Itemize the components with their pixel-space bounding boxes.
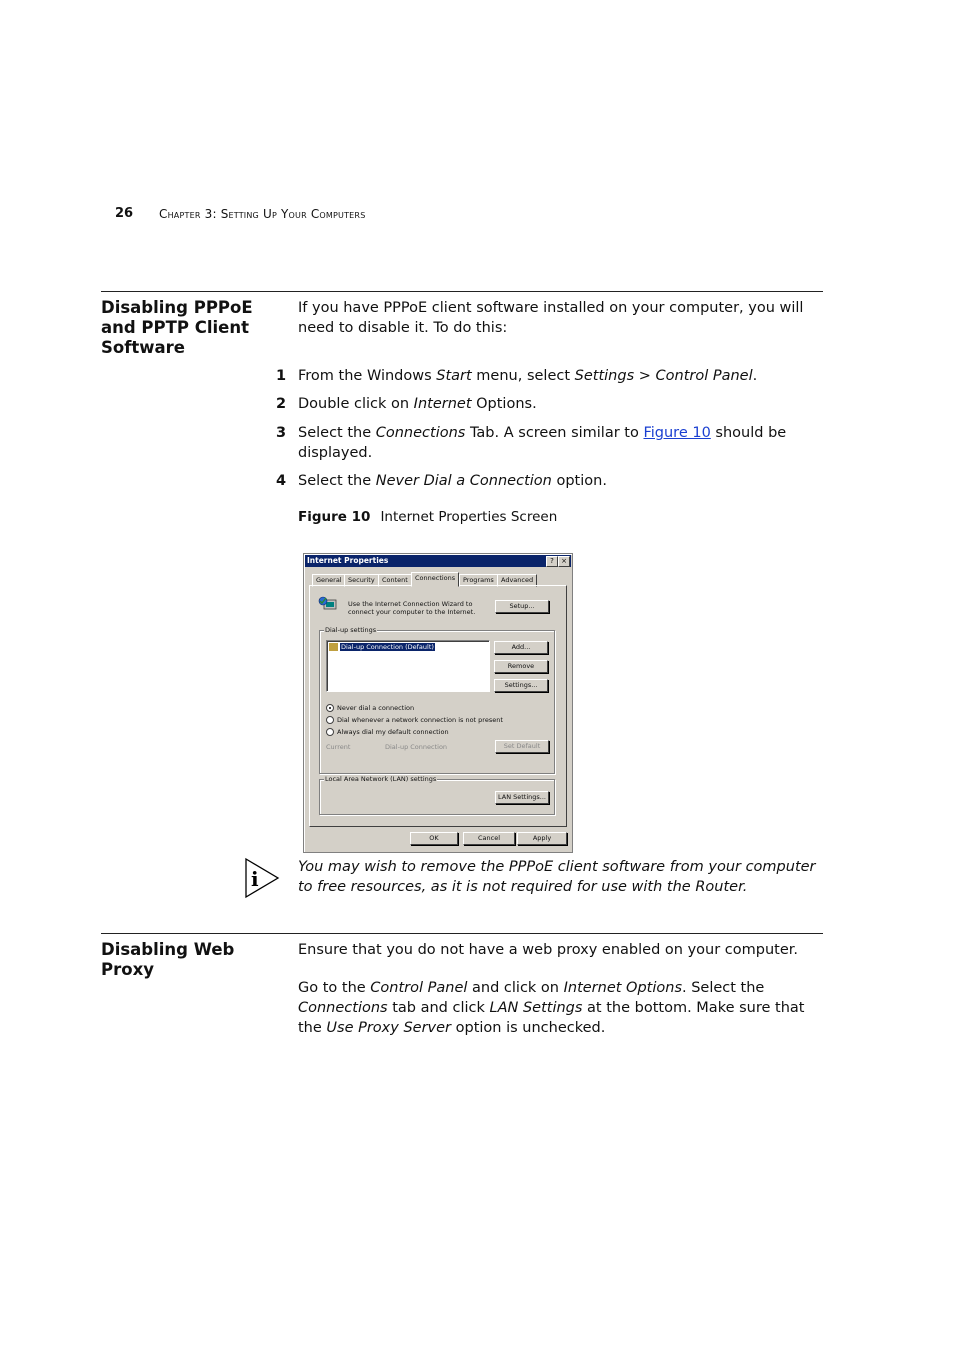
dialog-title-bar: Internet Properties — [305, 555, 571, 567]
lan-settings-label: Local Area Network (LAN) settings — [325, 775, 437, 783]
close-button[interactable]: × — [558, 556, 570, 567]
set-default-button[interactable]: Set Default — [495, 740, 549, 753]
dialup-connection-icon — [329, 643, 338, 651]
proxy-instructions-paragraph: Go to the Control Panel and click on Internet Options. Select the Connections tab and click LAN Settings at the bottom. Make sure that the Use Proxy Server option is unchecked. — [298, 980, 805, 1036]
wizard-text: Use the Internet Connection Wizard to connect your computer to the Internet. — [348, 600, 476, 616]
tab-advanced[interactable]: Advanced — [497, 574, 537, 587]
help-button[interactable]: ? — [546, 556, 558, 567]
add-button[interactable]: Add... — [494, 641, 548, 654]
section-divider — [101, 291, 823, 292]
lan-settings-group — [319, 775, 555, 815]
radio-dial-whenever[interactable]: Dial whenever a network connection is not present — [326, 716, 503, 724]
internet-properties-dialog — [303, 553, 573, 853]
proxy-intro-paragraph: Ensure that you do not have a web proxy enabled on your computer. — [298, 942, 798, 958]
step-number: 3 — [276, 425, 287, 441]
chapter-title: Chapter 3: Setting Up Your Computers — [159, 207, 366, 221]
current-label: Current — [326, 743, 351, 751]
connection-wizard-icon — [318, 596, 338, 612]
section-heading-web-proxy: Disabling Web Proxy — [101, 940, 235, 979]
radio-indicator — [326, 716, 334, 724]
section-divider — [101, 933, 823, 934]
radio-never-dial[interactable]: Never dial a connection — [326, 704, 414, 712]
page-number: 26 — [115, 206, 134, 221]
tab-general[interactable]: General — [312, 574, 346, 587]
tab-security[interactable]: Security — [344, 574, 379, 587]
section-heading-pppoe: Disabling PPPoE and PPTP Client Software — [101, 298, 253, 357]
intro-paragraph: If you have PPPoE client software installed on your computer, you will need to disable it. To do this: — [298, 300, 804, 336]
ok-button[interactable]: OK — [410, 832, 458, 845]
settings-button[interactable]: Settings... — [494, 679, 548, 692]
step-3: 3 Select the Connections Tab. A screen similar to Figure 10 should be displayed. — [276, 425, 787, 461]
step-number: 4 — [276, 473, 287, 489]
dialup-settings-label: Dial-up settings — [325, 626, 377, 634]
apply-button[interactable]: Apply — [517, 832, 567, 845]
tab-connections[interactable]: Connections — [411, 572, 459, 587]
step-2: 2 Double click on Internet Options. — [276, 396, 537, 412]
note-text: You may wish to remove the PPPoE client software from your computer to free resources, as it is not required for use with the Router. — [298, 859, 816, 895]
tab-content[interactable]: Content — [378, 574, 412, 587]
info-note-icon — [244, 857, 280, 899]
figure-caption: Figure 10 Internet Properties Screen — [298, 509, 558, 525]
remove-button[interactable]: Remove — [494, 660, 548, 673]
radio-always-dial[interactable]: Always dial my default connection — [326, 728, 449, 736]
step-4: 4 Select the Never Dial a Connection option. — [276, 473, 607, 489]
setup-button[interactable]: Setup... — [495, 600, 549, 613]
step-number: 2 — [276, 396, 287, 412]
dialup-connections-list[interactable] — [326, 640, 490, 692]
lan-settings-button[interactable]: LAN Settings... — [495, 791, 549, 804]
cancel-button[interactable]: Cancel — [463, 832, 515, 845]
svg-text:i: i — [251, 867, 259, 891]
connections-panel — [309, 585, 567, 827]
current-connection-value: Dial-up Connection — [385, 743, 448, 751]
figure-10-link[interactable]: Figure 10 — [643, 425, 711, 441]
radio-selected-indicator — [326, 704, 334, 712]
tab-programs[interactable]: Programs — [459, 574, 498, 587]
step-number: 1 — [276, 368, 287, 384]
dialup-settings-group — [319, 626, 555, 774]
step-1: 1 From the Windows Start menu, select Settings > Control Panel. — [276, 368, 758, 384]
radio-indicator — [326, 728, 334, 736]
list-item[interactable]: Dial-up Connection (Default) — [329, 643, 435, 651]
